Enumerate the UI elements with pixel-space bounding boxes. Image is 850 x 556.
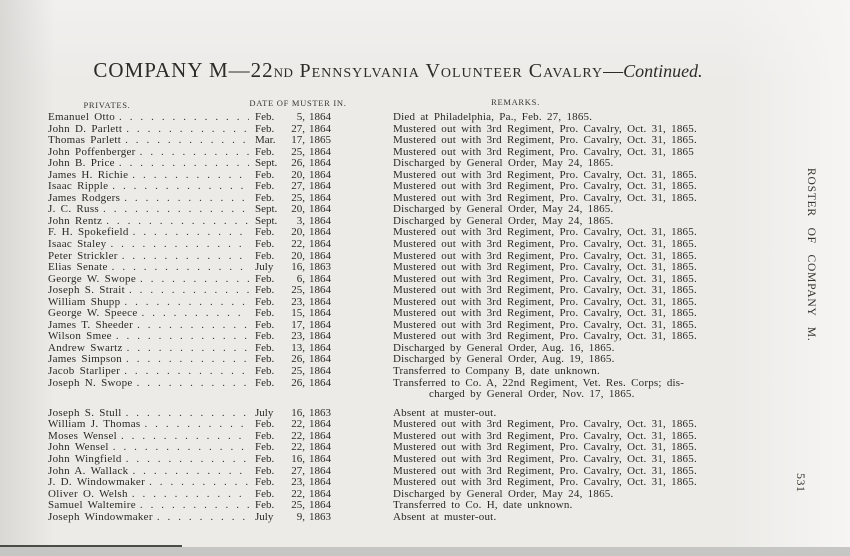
muster-year: 1864 (309, 341, 331, 354)
private-name-cell (48, 181, 249, 193)
muster-month: Feb. (255, 226, 275, 239)
private-name-cell (48, 147, 249, 159)
muster-day: 16, (291, 406, 305, 419)
muster-day: 27, (291, 464, 305, 477)
private-name-cell (48, 135, 249, 147)
muster-month: Feb. (255, 238, 275, 251)
private-name: J. D. Windowmaker (48, 477, 146, 489)
private-name: George W. Swope (48, 273, 137, 285)
dot-leaders (140, 500, 249, 512)
private-name: John D. Parlett (48, 123, 123, 135)
table-row (48, 262, 793, 274)
dot-leaders (126, 354, 249, 366)
muster-month: Feb. (255, 429, 275, 442)
muster-year: 1864 (309, 145, 331, 158)
remark-text: Transferred to Company B, date unknown. (393, 365, 600, 378)
muster-month: Sept. (255, 157, 278, 170)
private-name: John Rentz (48, 215, 103, 227)
muster-day: 26, (291, 157, 305, 170)
private-name-cell (48, 489, 249, 501)
private-name: F. H. Spokefield (48, 227, 129, 239)
remark-text: Mustered out with 3rd Regiment, Pro. Cavalry, Oct. 31, 1865 (393, 145, 694, 158)
remark-text: Mustered out with 3rd Regiment, Pro. Cavalry, Oct. 31, 1865. (393, 168, 697, 181)
remark-text: Mustered out with 3rd Regiment, Pro. Cavalry, Oct. 31, 1865. (393, 464, 697, 477)
private-name: John A. Wallack (48, 465, 129, 477)
muster-day: 25, (291, 145, 305, 158)
dot-leaders (133, 227, 249, 239)
private-name: John Wensel (48, 442, 109, 454)
muster-month: Feb. (255, 295, 275, 308)
muster-year: 1864 (309, 330, 331, 343)
dot-leaders (113, 442, 249, 454)
dot-leaders (137, 378, 249, 390)
dot-leaders (149, 477, 249, 489)
remark-text: Mustered out with 3rd Regiment, Pro. Cavalry, Oct. 31, 1865. (393, 441, 697, 454)
remarks-cell (393, 454, 793, 466)
table-row (48, 454, 793, 466)
roster-block-2 (48, 408, 793, 524)
remark-text: Mustered out with 3rd Regiment, Pro. Cavalry, Oct. 31, 1865. (393, 330, 697, 343)
private-name: Wilson Smee (48, 331, 112, 343)
muster-day: 23, (291, 295, 305, 308)
dot-leaders (157, 512, 249, 524)
muster-month: Sept. (255, 203, 278, 216)
dot-leaders (132, 466, 249, 478)
private-name-cell (48, 477, 249, 489)
dot-leaders (140, 274, 249, 286)
private-name: Isaac Staley (48, 239, 107, 251)
remark-text: Mustered out with 3rd Regiment, Pro. Cavalry, Oct. 31, 1865. (393, 476, 697, 489)
dot-leaders (125, 135, 249, 147)
private-name-cell (48, 343, 249, 355)
muster-month: Feb. (255, 476, 275, 489)
muster-year: 1864 (309, 295, 331, 308)
private-name: John B. Price (48, 158, 115, 170)
private-name: Joseph N. Swope (48, 377, 133, 389)
table-row (48, 378, 793, 401)
page-number: 531 (794, 473, 808, 493)
muster-month: July (255, 406, 274, 419)
private-name-cell (48, 320, 249, 332)
muster-date-cell (255, 454, 351, 466)
muster-month: Feb. (255, 464, 275, 477)
muster-day: 27, (291, 122, 305, 135)
private-name-cell (48, 274, 249, 286)
private-name: William J. Thomas (48, 419, 141, 431)
remarks-cell (393, 366, 793, 378)
private-name-cell (48, 170, 249, 182)
remark-text: Absent at muster-out. (393, 406, 497, 419)
remarks-cell (393, 512, 793, 524)
muster-day: 20, (291, 168, 305, 181)
muster-day: 27, (291, 180, 305, 193)
private-name-cell (48, 354, 249, 366)
private-name-cell (48, 466, 249, 478)
muster-year: 1864 (309, 487, 331, 500)
muster-day: 17, (291, 134, 305, 147)
remark-text: Mustered out with 3rd Regiment, Pro. Cavalry, Oct. 31, 1865. (393, 134, 697, 147)
muster-date-cell (255, 378, 351, 390)
scan-edge-band (0, 547, 850, 556)
dot-leaders (121, 431, 249, 443)
muster-year: 1864 (309, 318, 331, 331)
column-header-privates: PRIVATES. (83, 100, 131, 110)
muster-month: Feb. (255, 318, 275, 331)
muster-day: 9, (296, 511, 305, 524)
muster-day: 20, (291, 203, 305, 216)
dot-leaders (126, 408, 249, 420)
private-name-cell (48, 431, 249, 443)
muster-day: 16, (291, 453, 305, 466)
private-name: Joseph S. Stull (48, 407, 122, 419)
title-continued: Continued. (623, 61, 703, 81)
muster-year: 1864 (309, 122, 331, 135)
muster-month: Feb. (255, 376, 275, 389)
remark-text: Mustered out with 3rd Regiment, Pro. Cavalry, Oct. 31, 1865. (393, 261, 697, 274)
muster-day: 5, (296, 111, 305, 123)
private-name: Peter Strickler (48, 250, 118, 262)
title-dash: — (603, 60, 624, 82)
private-name-cell (48, 239, 249, 251)
private-name: Elias Senate (48, 262, 108, 274)
column-header-remarks: REMARKS. (491, 97, 540, 107)
dot-leaders (110, 239, 249, 251)
muster-month: July (255, 261, 274, 274)
remark-text: Transferred to Co. H, date unknown. (393, 499, 573, 512)
private-name-cell (48, 204, 249, 216)
remark-text: Discharged by General Order, May 24, 1865. (393, 487, 614, 500)
table-row (48, 135, 793, 147)
muster-month: Feb. (255, 145, 275, 158)
dot-leaders (126, 124, 249, 136)
remark-text: Mustered out with 3rd Regiment, Pro. Cavalry, Oct. 31, 1865. (393, 295, 697, 308)
private-name: Samuel Waltemire (48, 500, 136, 512)
private-name-cell (48, 454, 249, 466)
dot-leaders (112, 262, 249, 274)
muster-month: Feb. (255, 168, 275, 181)
muster-year: 1864 (309, 499, 331, 512)
remark-text: Discharged by General Order, Aug. 19, 1865. (393, 353, 615, 366)
dot-leaders (126, 454, 249, 466)
column-header-muster-date: DATE OF MUSTER IN. (249, 98, 347, 108)
remark-text: Died at Philadelphia, Pa., Feb. 27, 1865. (393, 111, 593, 123)
muster-year: 1864 (309, 157, 331, 170)
side-running-head: ROSTER OF COMPANY M. (805, 168, 817, 342)
table-row (48, 512, 793, 524)
muster-day: 13, (291, 341, 305, 354)
muster-day: 25, (291, 499, 305, 512)
private-name: James Rodgers (48, 192, 121, 204)
dot-leaders (140, 147, 249, 159)
muster-year: 1864 (309, 353, 331, 366)
muster-year: 1864 (309, 441, 331, 454)
muster-year: 1863 (309, 261, 331, 274)
private-name: James H. Richie (48, 169, 129, 181)
private-name-cell (48, 158, 249, 170)
private-name: James Simpson (48, 354, 123, 366)
muster-month: Feb. (255, 341, 275, 354)
muster-date-cell (255, 112, 351, 124)
remark-text: Mustered out with 3rd Regiment, Pro. Cavalry, Oct. 31, 1865. (393, 318, 697, 331)
dot-leaders (132, 489, 249, 501)
table-row (48, 158, 793, 170)
remarks-cell (393, 135, 793, 147)
muster-day: 25, (291, 284, 305, 297)
dot-leaders (116, 331, 249, 343)
remark-text: Mustered out with 3rd Regiment, Pro. Cavalry, Oct. 31, 1865. (393, 122, 697, 135)
dot-leaders (127, 343, 249, 355)
remark-text: Absent at muster-out. (393, 511, 497, 524)
muster-year: 1864 (309, 376, 331, 389)
muster-year: 1864 (309, 180, 331, 193)
muster-day: 22, (291, 238, 305, 251)
private-name: Emanuel Otto (48, 112, 116, 123)
private-name-cell (48, 442, 249, 454)
private-name: John Wingfield (48, 454, 122, 466)
private-name-cell (48, 262, 249, 274)
muster-month: Feb. (255, 122, 275, 135)
private-name-cell (48, 297, 249, 309)
remark-text: Mustered out with 3rd Regiment, Pro. Cavalry, Oct. 31, 1865. (393, 272, 697, 285)
muster-month: Feb. (255, 272, 275, 285)
muster-month: Feb. (255, 111, 275, 123)
private-name: Jacob Starliper (48, 366, 121, 378)
private-name-cell (48, 308, 249, 320)
private-name: Isaac Ripple (48, 181, 109, 193)
muster-year: 1864 (309, 418, 331, 431)
private-name-cell (48, 331, 249, 343)
muster-year: 1864 (309, 226, 331, 239)
muster-year: 1865 (309, 134, 331, 147)
private-name-cell (48, 512, 249, 524)
muster-month: Feb. (255, 284, 275, 297)
muster-year: 1864 (309, 464, 331, 477)
dot-leaders (124, 193, 249, 205)
muster-date-cell (255, 512, 351, 524)
muster-day: 6, (296, 272, 305, 285)
muster-day: 25, (291, 191, 305, 204)
muster-month: Mar. (255, 134, 276, 147)
table-row (48, 366, 793, 378)
muster-day: 16, (291, 261, 305, 274)
private-name-cell (48, 419, 249, 431)
remark-text: Discharged by General Order, May 24, 1865. (393, 203, 614, 216)
muster-month: Feb. (255, 453, 275, 466)
muster-year: 1864 (309, 191, 331, 204)
remarks-cell (393, 378, 793, 401)
private-name-cell (48, 193, 249, 205)
muster-date-cell (255, 262, 351, 274)
muster-day: 17, (291, 318, 305, 331)
private-name-cell (48, 285, 249, 297)
muster-month: Feb. (255, 365, 275, 378)
muster-month: Sept. (255, 214, 278, 227)
remark-text: Mustered out with 3rd Regiment, Pro. Cavalry, Oct. 31, 1865. (393, 249, 697, 262)
dot-leaders (103, 204, 249, 216)
dot-leaders (142, 308, 249, 320)
remark-text: Mustered out with 3rd Regiment, Pro. Cavalry, Oct. 31, 1865. (393, 284, 697, 297)
muster-year: 1864 (309, 238, 331, 251)
remarks-cell (393, 262, 793, 274)
private-name: John Poffenberger (48, 146, 136, 158)
remark-text: Mustered out with 3rd Regiment, Pro. Cavalry, Oct. 31, 1865. (393, 307, 697, 320)
muster-month: Feb. (255, 353, 275, 366)
remark-text: Discharged by General Order, May 24, 1865. (393, 214, 614, 227)
muster-year: 1864 (309, 272, 331, 285)
private-name: Joseph Windowmaker (48, 512, 153, 524)
private-name-cell (48, 216, 249, 228)
private-name-cell (48, 227, 249, 239)
muster-year: 1864 (309, 111, 331, 123)
muster-year: 1864 (309, 476, 331, 489)
muster-date-cell (255, 135, 351, 147)
muster-day: 20, (291, 226, 305, 239)
remark-text: Mustered out with 3rd Regiment, Pro. Cavalry, Oct. 31, 1865. (393, 418, 697, 431)
private-name: Joseph S. Strait (48, 285, 125, 297)
muster-year: 1864 (309, 284, 331, 297)
muster-month: Feb. (255, 180, 275, 193)
remark-text: Discharged by General Order, Aug. 16, 1865. (393, 341, 615, 354)
muster-year: 1863 (309, 511, 331, 524)
title-company: COMPANY M—22 (93, 58, 274, 82)
muster-month: Feb. (255, 307, 275, 320)
dot-leaders (137, 320, 249, 332)
remark-text: Mustered out with 3rd Regiment, Pro. Cavalry, Oct. 31, 1865. (393, 226, 697, 239)
muster-year: 1864 (309, 203, 331, 216)
private-name-cell (48, 112, 249, 124)
dot-leaders (124, 366, 249, 378)
dot-leaders (124, 297, 249, 309)
muster-month: July (255, 511, 274, 524)
title-ordinal-suffix: ND (273, 65, 294, 80)
remark-text: Mustered out with 3rd Regiment, Pro. Cavalry, Oct. 31, 1865. (393, 191, 697, 204)
private-name: James T. Sheeder (48, 319, 134, 331)
muster-day: 22, (291, 441, 305, 454)
muster-month: Feb. (255, 191, 275, 204)
private-name-cell (48, 500, 249, 512)
remark-text: Mustered out with 3rd Regiment, Pro. Cavalry, Oct. 31, 1865. (393, 453, 697, 466)
dot-leaders (119, 158, 249, 170)
remark-text: Mustered out with 3rd Regiment, Pro. Cavalry, Oct. 31, 1865. (393, 180, 697, 193)
muster-date-cell (255, 239, 351, 251)
muster-year: 1863 (309, 406, 331, 419)
dot-leaders (112, 181, 249, 193)
private-name-cell (48, 124, 249, 136)
muster-month: Feb. (255, 499, 275, 512)
muster-month: Feb. (255, 249, 275, 262)
private-name-cell (48, 378, 249, 390)
muster-day: 26, (291, 353, 305, 366)
page-title (66, 58, 730, 83)
remarks-cell (393, 239, 793, 251)
private-name: Thomas Parlett (48, 135, 122, 147)
muster-month: Feb. (255, 418, 275, 431)
private-name: Oliver O. Welsh (48, 488, 128, 500)
dot-leaders (122, 251, 249, 263)
table-row (48, 112, 793, 124)
muster-year: 1864 (309, 214, 331, 227)
muster-day: 15, (291, 307, 305, 320)
dot-leaders (132, 170, 249, 182)
private-name-cell (48, 366, 249, 378)
remark-text: Discharged by General Order, May 24, 1865. (393, 157, 614, 170)
muster-year: 1864 (309, 249, 331, 262)
remarks-cell (393, 158, 793, 170)
muster-day: 20, (291, 249, 305, 262)
muster-year: 1864 (309, 168, 331, 181)
dot-leaders (119, 112, 249, 124)
remark-text: Transferred to Co. A, 22nd Regiment, Vet. Res. Corps; dis- (393, 376, 685, 389)
dot-leaders (144, 419, 249, 431)
muster-date-cell (255, 366, 351, 378)
muster-day: 3, (296, 214, 305, 227)
muster-year: 1864 (309, 453, 331, 466)
muster-day: 22, (291, 429, 305, 442)
muster-day: 25, (291, 365, 305, 378)
private-name: J. C. Russ (48, 204, 100, 216)
muster-month: Feb. (255, 441, 275, 454)
remark-text: Mustered out with 3rd Regiment, Pro. Cavalry, Oct. 31, 1865. (393, 238, 697, 251)
dot-leaders (106, 216, 249, 228)
private-name: William Shupp (48, 296, 121, 308)
roster-table (48, 112, 793, 524)
private-name: George W. Speece (48, 308, 138, 320)
muster-month: Feb. (255, 330, 275, 343)
private-name: Moses Wensel (48, 430, 117, 442)
remark-text: Mustered out with 3rd Regiment, Pro. Cavalry, Oct. 31, 1865. (393, 429, 697, 442)
muster-day: 22, (291, 418, 305, 431)
private-name-cell (48, 408, 249, 420)
muster-day: 23, (291, 330, 305, 343)
muster-day: 23, (291, 476, 305, 489)
muster-month: Feb. (255, 487, 275, 500)
muster-day: 26, (291, 376, 305, 389)
remark-text-continuation: charged by General Order, Nov. 17, 1865. (429, 388, 635, 401)
private-name-cell (48, 251, 249, 263)
title-regiment: Pennsylvania Volunteer Cavalry (293, 60, 604, 82)
muster-year: 1864 (309, 307, 331, 320)
table-row (48, 239, 793, 251)
roster-block-1 (48, 112, 793, 401)
muster-day: 22, (291, 487, 305, 500)
muster-year: 1864 (309, 365, 331, 378)
private-name: Andrew Swartz (48, 342, 123, 354)
dot-leaders (129, 285, 249, 297)
muster-year: 1864 (309, 429, 331, 442)
remarks-cell (393, 112, 793, 124)
muster-date-cell (255, 158, 351, 170)
